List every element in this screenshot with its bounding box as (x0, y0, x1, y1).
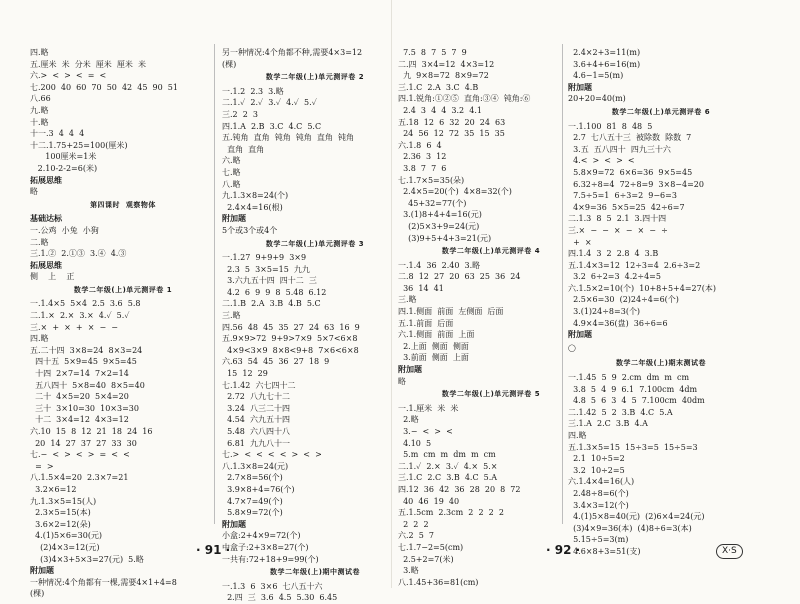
section-heading: 数学二年级(上)单元测评卷 6 (611, 107, 711, 116)
answer-line: 四.56 48 45 35 27 24 63 16 9 (222, 322, 360, 332)
answer-line: 三.略 (398, 295, 417, 305)
answer-line: 3.前面 侧面 上面 (398, 353, 469, 363)
answer-line: 6.81 九九八十一 (222, 438, 290, 448)
answer-line: 4.6−1=5(m) (568, 71, 624, 81)
answer-line: 七.− < > < > = < < (30, 450, 130, 460)
answer-line: 九.略 (30, 105, 49, 115)
answer-line: 八.1.45+36=81(cm) (398, 577, 479, 587)
answer-line: 二.8 12 27 20 63 25 36 24 (398, 272, 521, 282)
answer-line: 2.上面 侧面 侧面 (398, 341, 469, 351)
answer-line: 4.54 六九五十四 (222, 415, 290, 425)
answer-line: 二.1.3 8 5 2.1 3.四十四 (568, 214, 667, 224)
answer-line: 五.厘米 米 分米 厘米 厘米 米 (30, 59, 146, 69)
answer-line: 六.10 15 8 12 21 18 24 16 (30, 427, 153, 436)
section-heading: 数学二年级(上)单元测评卷 5 (441, 390, 541, 399)
answer-line: 6.32÷8=4 72÷8=9 3×8−4=20 (568, 179, 704, 189)
answer-line: 二.1.42 5 2 3.B 4.C 5.A (568, 407, 673, 417)
answer-line: 小盒:2+4×9=72(个) (222, 531, 301, 541)
answer-line: 四十五 5×9=45 9×5=45 (30, 357, 137, 367)
answer-line: 八.1.5×4=20 2.3×7=21 (30, 473, 129, 483)
answer-line: 三.× − − × − × − ÷ (568, 225, 668, 235)
answer-line: 七.> < < < < > < > (222, 450, 322, 460)
answer-line: 三.2 2 3 (222, 109, 258, 119)
section-heading: 数学二年级(上)期末测试卷 (616, 359, 706, 368)
answer-line: 4×9<3×9 8×8<9+8 7×6<6×8 (222, 345, 359, 355)
answer-line: 七.1.7−2=5(cm) (398, 542, 464, 552)
answer-line: 一.1.45 5 9 2.cm dm m cm (568, 373, 690, 383)
answer-line: (3)9+5+4+3=21(元) (398, 233, 492, 243)
answer-line: 十四 2×7=14 7×2=14 (30, 369, 129, 379)
subsection-label: 拓展思维 (30, 260, 62, 270)
answer-line: 2.略 (398, 415, 419, 425)
answer-line: 20+20=40(m) (568, 94, 626, 104)
answer-line: 2.10-2-2=6(米) (30, 163, 98, 173)
answer-line: 五八四十 5×8=40 8×5=40 (30, 380, 145, 390)
answer-line: 24 56 12 72 35 15 35 (398, 129, 505, 139)
section-heading: 第四课时 观察物体 (90, 200, 156, 209)
answer-line: 3.8 7 7 6 (398, 163, 447, 173)
answer-line: 4.< > < > < (568, 156, 635, 166)
answer-line: 3.2×6=12 (30, 484, 77, 494)
answer-line: 5.48 六八四十八 (222, 427, 290, 436)
answer-line: 三.1.C 2.A 3.C 4.B (398, 82, 479, 92)
answer-line: 20 14 27 37 27 33 30 (30, 438, 137, 448)
answer-line: 九.1.3×8=24(个) (222, 191, 289, 201)
answer-line: 4.2 6 9 9 8 5.48 6.12 (222, 287, 327, 297)
answer-line: 五.9×9>72 9+9>7×9 5×7<6×8 (222, 334, 358, 344)
answer-line: 略 (398, 376, 406, 386)
section-heading: 数学二年级(上)单元测评卷 1 (73, 285, 173, 294)
subsection-label: 附加题 (222, 519, 246, 529)
answer-line: 二.1.✓ 2.× 3.✓ 4.× 5.× (398, 461, 498, 471)
answer-line: 一种情况:4个角都有一棵,需要4×1+4=8 (30, 577, 177, 587)
answer-line: (3)4×3+5×3=27(元) 5.略 (30, 554, 144, 564)
answer-line: 九.1.3×5=15(人) (30, 496, 97, 506)
answer-line: 五.1.3×5=15 15÷3=5 15÷5=3 (568, 442, 698, 452)
answer-line: 四.略 (30, 48, 49, 57)
section-heading: 数学二年级(上)单元测评卷 4 (441, 247, 541, 256)
answer-line: 十.略 (30, 117, 49, 127)
answer-line: 2.5×6=30 (2)24÷4=6(个) (568, 295, 679, 305)
answer-line: 另一种情况:4个角都不种,需要4×3=12 (222, 48, 363, 57)
answer-line: 二.略 (30, 237, 49, 247)
answer-line: 九 9×8=72 8×9=72 (398, 71, 489, 81)
subsection-label: 附加题 (398, 365, 422, 375)
answer-line: 四.略 (30, 334, 49, 344)
answer-line: 3.(1)24÷8=3(个) (568, 307, 641, 317)
page-number-left: · 91 · (196, 543, 231, 557)
subsection-label: 附加题 (30, 566, 54, 576)
answer-line: 六.63 54 45 36 27 18 9 (222, 357, 330, 367)
answer-column-3 (398, 47, 584, 587)
answer-line: 五.1.前面 后面 (398, 318, 454, 328)
answer-line: 5.m cm m dm m cm (398, 450, 496, 460)
answer-line: (棵) (222, 59, 237, 69)
answer-line: 五.18 12 6 32 20 24 63 (398, 117, 506, 127)
section-heading: 数学二年级(上)单元测评卷 3 (265, 239, 365, 248)
answer-line: 中盒子:2+3×8=27(个) (222, 542, 309, 552)
answer-line: 3.2 10÷2=5 (568, 465, 625, 475)
answer-line: 一共有:72+18+9=99(个) (222, 554, 319, 564)
answer-line: 3.24 八三二十四 (222, 403, 290, 413)
answer-line: 四.12 36 42 36 28 20 8 72 (398, 484, 521, 494)
answer-line: 4.10 5 (398, 438, 432, 448)
answer-line: + × (568, 237, 592, 247)
answer-line: 2.4×4=16(根) (222, 202, 283, 212)
answer-line: (棵) (30, 589, 45, 599)
answer-line: 5.8×9=72 6×6=36 9×5=45 (568, 167, 693, 177)
answer-line: 2 2 2 (398, 519, 429, 529)
answer-line: 三.1.C 2.C 3.B 4.C 5.A (398, 473, 498, 483)
answer-line: 略 (30, 187, 38, 197)
answer-line: 三十 3×10=30 10×3=30 (30, 403, 139, 413)
answer-line: 四.略 (568, 431, 587, 440)
answer-line: 八.略 (222, 179, 241, 189)
answer-line: 三.略 (222, 311, 241, 321)
answer-line: 侧 上 正 (30, 272, 75, 282)
answer-line: 2.7×8=56(个) (222, 473, 283, 483)
answer-line: 二.1.× 2.× 3.× 4.✓ 5.✓ (30, 311, 130, 321)
answer-line: 直角 直角 (222, 144, 265, 154)
answer-line: 二.四 3×4=12 4×3=12 (398, 59, 495, 69)
answer-line: 三.1.A 2.C 3.B 4.A (568, 419, 648, 429)
answer-line: 二十 4×5=20 5×4=20 (30, 392, 129, 402)
answer-line: 七.略 (222, 167, 241, 177)
answer-line: 2.四 三 3.6 4.5 5.30 6.45 (222, 593, 338, 603)
answer-line: 4.9×4=36(盘) 36÷6=6 (568, 318, 668, 328)
publisher-badge: X·S (716, 544, 743, 559)
answer-line: 36 14 41 (398, 283, 444, 293)
answer-line: 一.1.厘米 米 米 (398, 403, 459, 413)
answer-line: 六.> < > < = < (30, 71, 107, 81)
answer-line: 四.1.侧面 前面 左侧面 后面 (398, 307, 504, 317)
answer-line: 3.(1)8+4+4=16(元) (398, 210, 482, 220)
page-number-right: · 92 · (546, 543, 581, 557)
answer-line: 五.1.4×3=12 12÷3=4 2.6÷3=2 (568, 260, 701, 270)
answer-line: 100厘米=1米 (30, 152, 97, 162)
answer-line: 3.4×3=12(个) (568, 500, 629, 510)
answer-line: 2.48÷8=6(个) (568, 488, 629, 498)
answer-line: 2.1 10÷5=2 (568, 454, 625, 464)
answer-line: 六.略 (222, 156, 241, 166)
answer-line: 六.1.5×2=10(个) 10+8+5+4=27(本) (568, 283, 716, 293)
answer-line: 3.8 5 4 9 6.1 7.100cm 4dm (568, 384, 698, 394)
answer-line: 三.× + × + × − − (30, 322, 118, 332)
answer-line: (2)4×3=12(元) (30, 542, 100, 552)
answer-line: 一.1.4 36 2.40 3.略 (398, 260, 481, 270)
answer-line: 7.5÷5=1 6÷3=2 9−6=3 (568, 191, 677, 201)
answer-line: 3.五 五八四十 四九三十六 (568, 144, 671, 154)
subsection-label: 附加题 (222, 214, 246, 224)
answer-line: 一.1.3 6 3×6 七八五十六 (222, 581, 323, 591)
answer-line: 5个或3个或4个 (222, 225, 278, 235)
answer-line: 一.公鸡 小兔 小狗 (30, 225, 99, 235)
answer-line: 2.72 八九七十二 (222, 392, 290, 402)
answer-line: 二.1.B 2.A 3.B 4.B 5.C (222, 299, 321, 309)
answer-line: 3.略 (398, 566, 419, 576)
answer-line: 40 46 19 40 (398, 496, 460, 506)
answer-line: 六.1.侧面 前面 上面 (398, 330, 475, 340)
answer-line: 六.2 5 7 (398, 531, 434, 541)
answer-line: 2.36 3 12 (398, 152, 447, 162)
answer-line: 三.1.② 2.①③ 3.④ 4.③ (30, 249, 127, 259)
answer-line: 七.1.42 六七四十二 (222, 380, 296, 390)
answer-line: 十一.3 4 4 4 (30, 129, 85, 139)
answer-line: 4×9=36 5×5=25 42÷6=7 (568, 202, 685, 212)
answer-line: 3.6+4+6=16(m) (568, 59, 641, 69)
subsection-label: 基础达标 (30, 214, 62, 224)
answer-line: 六.1.8 6 4 (398, 140, 442, 150)
answer-line: 六.1.4×4=16(人) (568, 477, 635, 487)
answer-line: 3.9×8+4=76(个) (222, 484, 295, 494)
answer-line: 一.1.4×5 5×4 2.5 3.6 5.8 (30, 299, 141, 309)
answer-line: 四.1.4 3 2 2.8 4 3.B (568, 249, 659, 259)
answer-line: 七.1.7×5=35(朵) (398, 175, 465, 185)
answer-line: 八.1.3×8=24(元) (222, 461, 289, 471)
answer-line: 2.4 3 4 4 3.2 4.1 (398, 105, 482, 115)
subsection-label: 附加题 (568, 330, 592, 340)
answer-line: (3)4×9=36(本) (4)8÷6=3(本) (568, 523, 692, 533)
answer-line: 一.1.27 9+9+9 3×9 (222, 253, 307, 263)
answer-line: 五.二十四 3×8=24 8×3=24 (30, 345, 143, 355)
answer-line: 2.4×5=20(个) 4×8=32(个) (398, 187, 512, 197)
answer-line: 七.200 40 60 70 50 42 45 90 51 (30, 82, 178, 92)
answer-line: (2)5×3+9=24(元) (398, 221, 480, 231)
subsection-label: 拓展思维 (30, 175, 62, 185)
answer-line: 四.1.锐角:①②⑤ 直角:③④ 钝角:⑥ (398, 94, 531, 104)
answer-line: 一.1.100 81 8 48 5 (568, 121, 653, 131)
answer-line: 3.六九五十四 四十二 三 (222, 276, 317, 286)
answer-line: 4.(1)5×6=30(元) (30, 531, 103, 541)
answer-line: 3.− < > < (398, 427, 453, 436)
answer-line: 15 12 29 (222, 369, 268, 379)
answer-line: 45+32=77(个) (398, 198, 467, 208)
answer-line: 3.6×2=12(朵) (30, 519, 91, 529)
answer-line: 4.8 5 6 3 4 5 7.100cm 40dm (568, 396, 705, 406)
answer-line: 十二 3×4=12 4×3=12 (30, 415, 129, 425)
answer-line: 十二.1.75+25=100(厘米) (30, 140, 128, 150)
answer-line: 3.2 6÷2=3 4.2÷4=5 (568, 272, 661, 282)
answer-line: 4.7×7=49(个) (222, 496, 283, 506)
answer-line: 一.1.2 2.3 3.略 (222, 86, 284, 96)
answer-column-2 (222, 47, 408, 603)
answer-line: 五.钝角 直角 钝角 钝角 直角 钝角 (222, 133, 354, 143)
answer-line: 7.5 8 7 5 7 9 (398, 48, 467, 57)
answer-line: 2.3 5 3×5=15 九九 (222, 264, 310, 274)
section-heading: 数学二年级(上)单元测评卷 2 (265, 73, 365, 82)
answer-line: 5.15÷5=3(m) (568, 535, 629, 545)
subsection-label: 附加题 (568, 82, 592, 92)
answer-line: 2.5+2=7(米) (398, 554, 454, 564)
section-heading: ◯ (568, 343, 577, 352)
section-heading: 数学二年级(上)期中测试卷 (270, 568, 360, 577)
answer-line: 4.(1)5×8=40(元) (2)6×4=24(元) (568, 512, 705, 522)
answer-line: 四.1.A 2.B 3.C 4.C 5.C (222, 121, 322, 131)
answer-line: 4.6×8+3=51(支) (568, 546, 641, 556)
answer-line: 2.4×2+3=11(m) (568, 48, 641, 57)
answer-line: 八.66 (30, 94, 51, 104)
answer-line: 2.7 七八五十三 被除数 除数 7 (568, 133, 692, 143)
answer-line: 五.1.5cm 2.3cm 2 2 2 2 (398, 508, 504, 518)
answer-line: 二.1.✓ 2.✓ 3.✓ 4.✓ 5.✓ (222, 98, 317, 108)
answer-line: 2.3×5=15(本) (30, 508, 91, 518)
answer-line: = > (30, 461, 54, 471)
answer-line: 5.8×9=72(个) (222, 508, 283, 518)
